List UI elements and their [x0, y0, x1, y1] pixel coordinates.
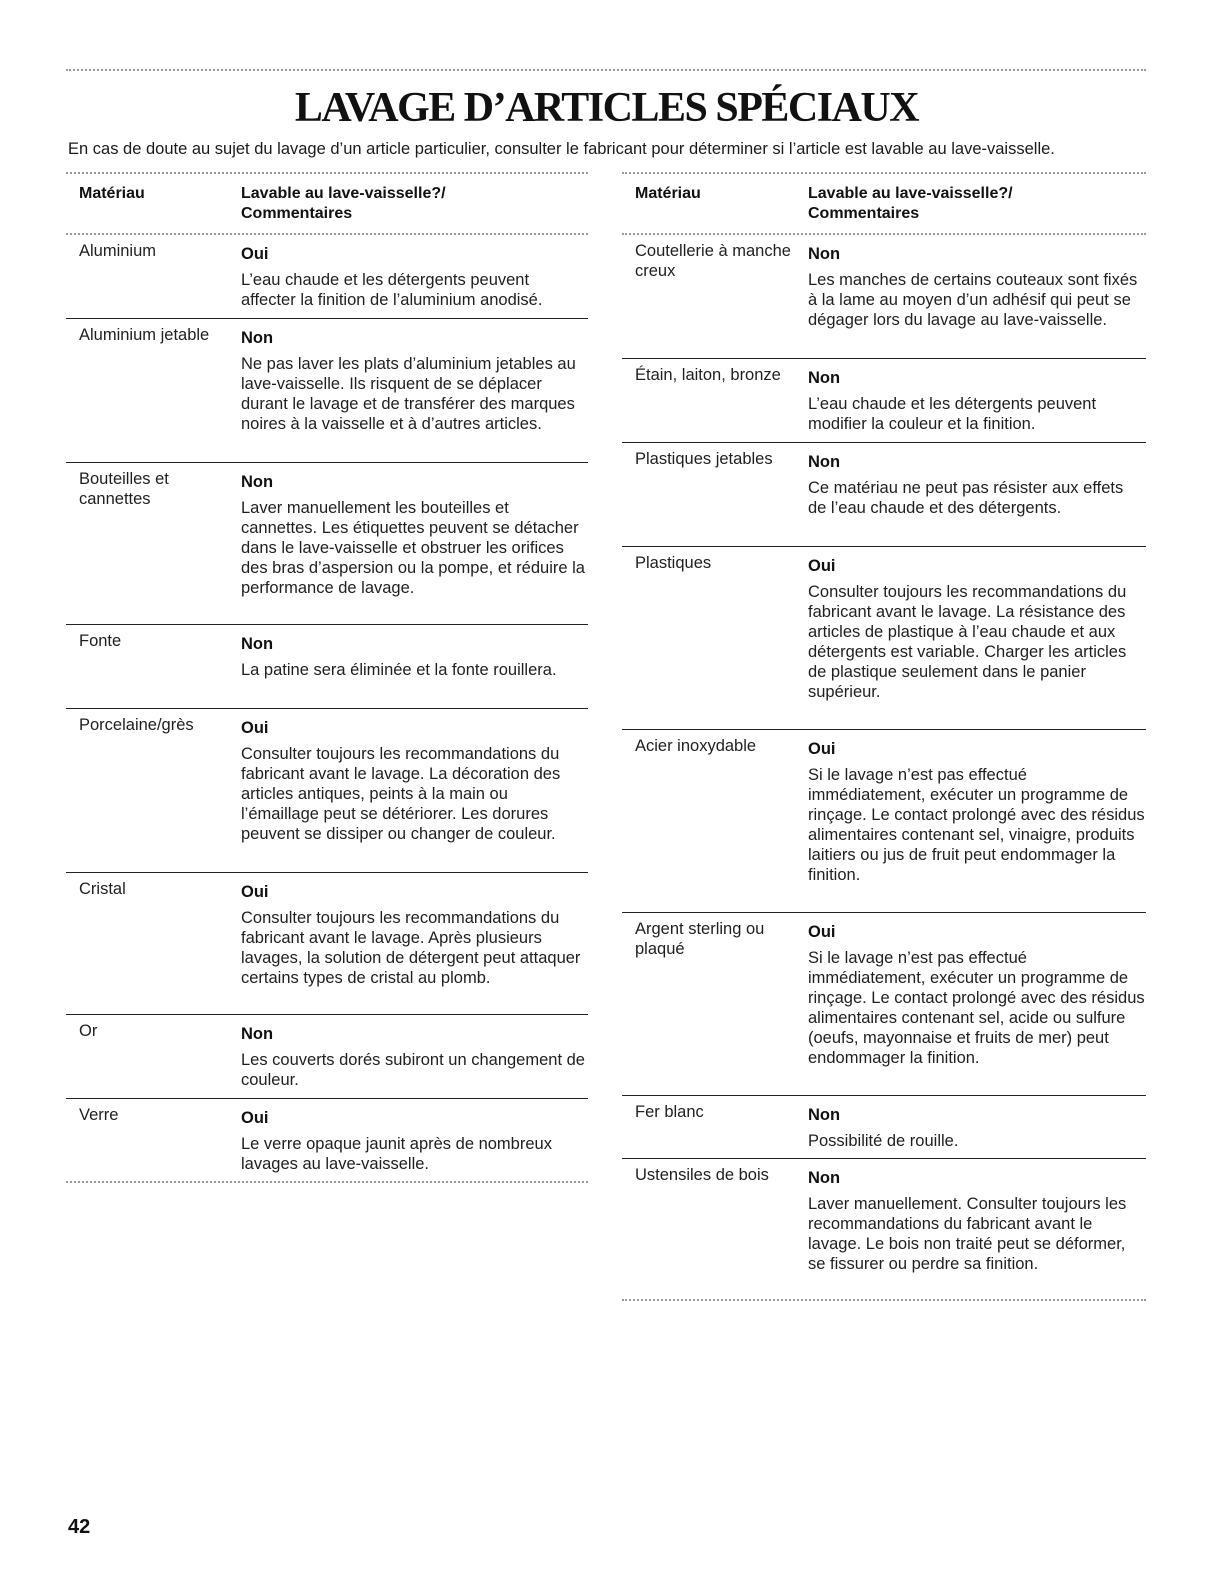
- comment-text: Si le lavage n’est pas effectué immédiatement, exécuter un programme de rinçage. Le contact prolongé avec des résidus alimentaires contenant sel, acide ou sulfure (oeufs, mayonnaise et fruits de mer) peut endommager la finition.: [808, 949, 1145, 1067]
- verdict: Oui: [808, 923, 836, 941]
- material-cell: Verre: [79, 1106, 119, 1124]
- material-cell: Coutellerie à manche creux: [635, 242, 791, 280]
- table-row: [622, 547, 1146, 730]
- table-header: [622, 172, 1146, 235]
- comment-cell: [808, 1102, 1146, 1150]
- table-row: [622, 359, 1146, 443]
- comment-cell: [808, 1165, 1146, 1291]
- top-dotted-rule: [66, 69, 1146, 71]
- comment-text: La patine sera éliminée et la fonte rouillera.: [241, 661, 557, 679]
- table-row: [66, 319, 588, 463]
- header-washable-line1: Lavable au lave-vaisselle?/: [241, 185, 446, 202]
- header-washable-line1: Lavable au lave-vaisselle?/: [808, 185, 1013, 202]
- comment-cell: [241, 1105, 588, 1173]
- table-row: [66, 1099, 588, 1183]
- comment-cell: [808, 449, 1146, 538]
- comment-cell: [241, 1021, 588, 1090]
- table-row: [622, 443, 1146, 547]
- verdict: Oui: [241, 883, 269, 901]
- comment-text: Ce matériau ne peut pas résister aux effets de l’eau chaude et des détergents.: [808, 479, 1124, 517]
- comment-text: L’eau chaude et les détergents peuvent affecter la finition de l’aluminium anodisé.: [241, 271, 543, 309]
- comment-cell: [241, 241, 588, 310]
- verdict: Non: [808, 453, 841, 471]
- header-washable: [808, 184, 1146, 224]
- comment-cell: [241, 631, 588, 700]
- header-washable: [241, 184, 588, 224]
- table-row: [66, 873, 588, 1015]
- comment-text: Le verre opaque jaunit après de nombreux lavages au lave-vaisselle.: [241, 1135, 552, 1173]
- comment-text: Possibilité de rouille.: [808, 1132, 959, 1150]
- page-title: LAVAGE D’ARTICLES SPÉCIAUX: [294, 85, 919, 131]
- comment-cell: [808, 919, 1146, 1087]
- verdict: Oui: [808, 557, 836, 575]
- material-cell: Argent sterling ou plaqué: [635, 920, 765, 958]
- intro-text: En cas de doute au sujet du lavage d’un article particulier, consulter le fabricant pour déterminer si l’article est lavable au lave-vaisselle.: [68, 140, 1055, 158]
- material-cell: Fonte: [79, 632, 122, 650]
- material-cell: Plastiques: [635, 554, 712, 572]
- verdict: Non: [808, 369, 841, 387]
- material-cell: Cristal: [79, 880, 126, 898]
- table-header: [66, 172, 588, 235]
- material-cell: Plastiques jetables: [635, 450, 773, 468]
- table-row: [66, 463, 588, 625]
- table-row: [622, 913, 1146, 1096]
- verdict: Oui: [241, 719, 269, 737]
- page-number: 42: [68, 1516, 91, 1538]
- verdict: Oui: [241, 1109, 269, 1127]
- verdict: Oui: [808, 740, 836, 758]
- table-row: [66, 235, 588, 319]
- left-table: [66, 172, 588, 1183]
- material-cell: Ustensiles de bois: [635, 1166, 769, 1184]
- material-cell: Aluminium jetable: [79, 326, 210, 344]
- material-cell: Or: [79, 1022, 98, 1040]
- comment-cell: [808, 365, 1146, 434]
- comment-cell: [808, 736, 1146, 904]
- comment-cell: [241, 715, 588, 864]
- comment-text: Consulter toujours les recommandations du fabricant avant le lavage. La résistance des articles de plastique à l’eau chaude et aux détergents est variable. Charger les articles de plastique seulement dans le panier supérieur.: [808, 583, 1127, 701]
- comment-text: Les manches de certains couteaux sont fixés à la lame au moyen d’un adhésif qui peut se dégager lors du lavage au lave-vaisselle.: [808, 271, 1138, 329]
- table-row: [622, 1096, 1146, 1159]
- comment-text: Ne pas laver les plats d’aluminium jetables au lave-vaisselle. Ils risquent de se déplacer durant le lavage et de transférer des marques noires à la vaisselle et à d’autres articles.: [241, 355, 576, 433]
- comment-text: Consulter toujours les recommandations du fabricant avant le lavage. La décoration des articles antiques, peints à la main ou l’émaillage peut se détériorer. Les dorures peuvent se dissiper ou changer de couleur.: [241, 745, 561, 843]
- header-material: Matériau: [635, 185, 701, 202]
- verdict: Non: [808, 1169, 841, 1187]
- comment-cell: [241, 469, 588, 616]
- table-row: [66, 1015, 588, 1099]
- comment-text: Les couverts dorés subiront un changement de couleur.: [241, 1051, 585, 1089]
- table-row: [66, 625, 588, 709]
- comment-text: Laver manuellement. Consulter toujours les recommandations du fabricant avant le lavage. Le bois non traité peut se déformer, se fissurer ou perdre sa finition.: [808, 1195, 1127, 1273]
- table-row: [66, 709, 588, 873]
- table-row: [622, 1159, 1146, 1301]
- comment-cell: [241, 325, 588, 454]
- verdict: Non: [808, 1106, 841, 1124]
- comment-cell: [808, 241, 1146, 350]
- verdict: Non: [241, 329, 274, 347]
- verdict: Non: [241, 1025, 274, 1043]
- table-row: [622, 235, 1146, 359]
- header-material: Matériau: [79, 185, 145, 202]
- right-table: [622, 172, 1146, 1301]
- material-cell: Porcelaine/grès: [79, 716, 194, 734]
- comment-text: L’eau chaude et les détergents peuvent modifier la couleur et la finition.: [808, 395, 1097, 433]
- comment-text: Si le lavage n’est pas effectué immédiatement, exécuter un programme de rinçage. Le contact prolongé avec des résidus alimentaires contenant sel, vinaigre, produits laitiers ou jus de fruit peut endommager la finition.: [808, 766, 1145, 884]
- comment-text: Laver manuellement les bouteilles et cannettes. Les étiquettes peuvent se détacher dans le lave-vaisselle et obstruer les orifices des bras d’aspersion ou la pompe, et réduire la performance de lavage.: [241, 499, 585, 597]
- material-cell: Étain, laiton, bronze: [635, 366, 781, 384]
- material-cell: Fer blanc: [635, 1103, 704, 1121]
- verdict: Non: [241, 635, 274, 653]
- comment-cell: [808, 553, 1146, 721]
- verdict: Oui: [241, 245, 269, 263]
- material-cell: Aluminium: [79, 242, 157, 260]
- comment-text: Consulter toujours les recommandations du fabricant avant le lavage. Après plusieurs lavages, la solution de détergent peut attaquer certains types de cristal au plomb.: [241, 909, 581, 987]
- verdict: Non: [808, 245, 841, 263]
- comment-cell: [241, 879, 588, 1006]
- header-comments: Commentaires: [808, 205, 920, 222]
- table-row: [622, 730, 1146, 913]
- material-cell: Bouteilles et cannettes: [79, 470, 169, 508]
- header-comments: Commentaires: [241, 205, 353, 222]
- verdict: Non: [241, 473, 274, 491]
- material-cell: Acier inoxydable: [635, 737, 757, 755]
